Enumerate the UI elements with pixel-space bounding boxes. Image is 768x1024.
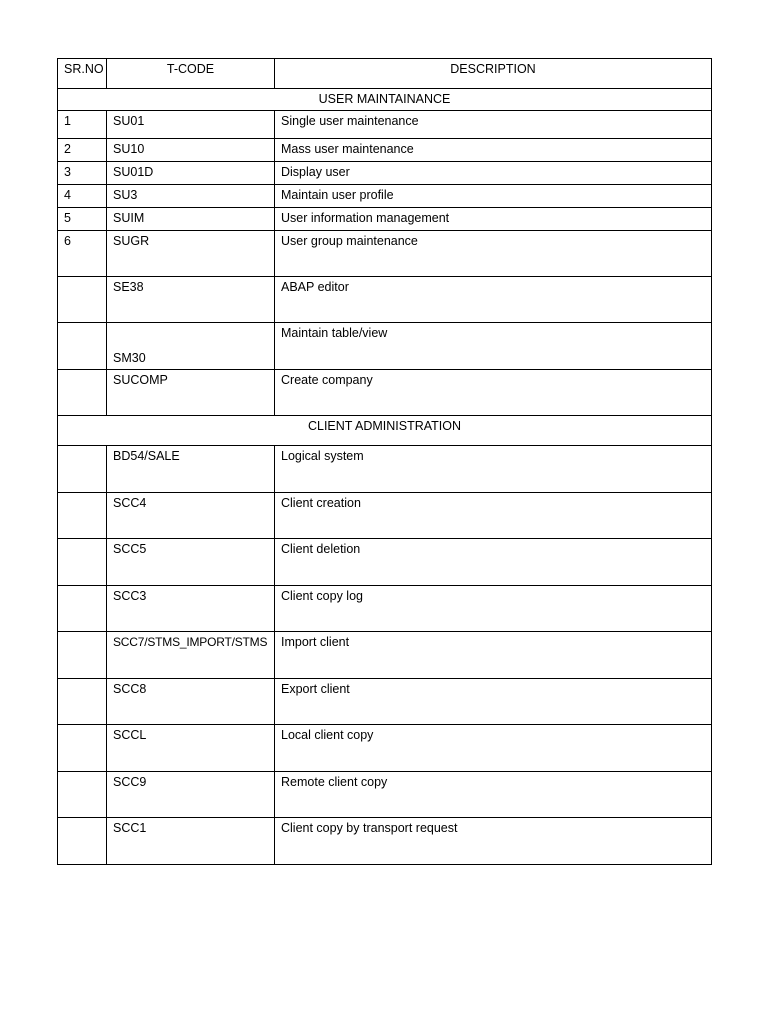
table-row — [58, 539, 712, 586]
sr-cell — [58, 632, 107, 679]
sr-cell: 5 — [58, 208, 107, 231]
header-description: DESCRIPTION — [275, 59, 712, 89]
description-cell: Mass user maintenance — [275, 139, 712, 162]
tcode-cell: SCC3 — [107, 586, 275, 632]
sr-cell — [58, 493, 107, 539]
tcode-cell: SCC9 — [107, 772, 275, 818]
tcode-cell: SM30 — [107, 323, 275, 370]
description-cell: Local client copy — [275, 725, 712, 772]
sr-cell — [58, 370, 107, 416]
sr-cell — [58, 586, 107, 632]
description-cell: Single user maintenance — [275, 111, 712, 139]
table-row — [58, 185, 712, 208]
tcode-cell: SUCOMP — [107, 370, 275, 416]
tcode-cell: BD54/SALE — [107, 446, 275, 493]
description-cell: Client copy log — [275, 586, 712, 632]
sr-cell: 6 — [58, 231, 107, 277]
tcode-cell: SE38 — [107, 277, 275, 323]
description-cell: Client creation — [275, 493, 712, 539]
table-row — [58, 493, 712, 539]
table-row — [58, 725, 712, 772]
table-row — [58, 679, 712, 725]
description-cell: Client copy by transport request — [275, 818, 712, 865]
header-sr-no: SR.NO — [58, 59, 107, 89]
sr-cell — [58, 277, 107, 323]
tcode-cell: SCC5 — [107, 539, 275, 586]
tcode-cell: SCCL — [107, 725, 275, 772]
description-cell: ABAP editor — [275, 277, 712, 323]
sr-cell — [58, 446, 107, 493]
sr-cell: 4 — [58, 185, 107, 208]
tcode-cell: SU10 — [107, 139, 275, 162]
description-cell: Create company — [275, 370, 712, 416]
tcode-cell: SCC7/STMS_IMPORT/STMS — [107, 632, 275, 679]
tcode-cell: SU3 — [107, 185, 275, 208]
section-title: CLIENT ADMINISTRATION — [58, 416, 712, 446]
tcode-cell: SUIM — [107, 208, 275, 231]
table-row — [58, 370, 712, 416]
description-cell: Logical system — [275, 446, 712, 493]
description-cell: Export client — [275, 679, 712, 725]
sr-cell — [58, 818, 107, 865]
table-row — [58, 162, 712, 185]
sr-cell — [58, 772, 107, 818]
section-row-user-maintainance — [58, 89, 712, 111]
sr-cell: 2 — [58, 139, 107, 162]
tcode-cell: SCC4 — [107, 493, 275, 539]
description-cell: User information management — [275, 208, 712, 231]
tcode-cell: SCC1 — [107, 818, 275, 865]
description-cell: User group maintenance — [275, 231, 712, 277]
section-title: USER MAINTAINANCE — [58, 89, 712, 111]
section-row-client-administration — [58, 416, 712, 446]
table-row — [58, 111, 712, 139]
description-cell: Client deletion — [275, 539, 712, 586]
sr-cell: 1 — [58, 111, 107, 139]
description-cell: Maintain table/view — [275, 323, 712, 370]
sr-cell — [58, 679, 107, 725]
header-t-code: T-CODE — [107, 59, 275, 89]
table-row — [58, 277, 712, 323]
description-cell: Remote client copy — [275, 772, 712, 818]
sr-cell — [58, 725, 107, 772]
tcode-table — [57, 58, 712, 865]
description-cell: Maintain user profile — [275, 185, 712, 208]
table-row — [58, 231, 712, 277]
header-row — [58, 59, 712, 89]
table-row — [58, 586, 712, 632]
tcode-cell: SUGR — [107, 231, 275, 277]
tcode-cell: SCC8 — [107, 679, 275, 725]
table-row — [58, 139, 712, 162]
sr-cell — [58, 539, 107, 586]
table-row — [58, 772, 712, 818]
description-cell: Import client — [275, 632, 712, 679]
description-cell: Display user — [275, 162, 712, 185]
table-row — [58, 632, 712, 679]
table-row — [58, 323, 712, 370]
table-row — [58, 818, 712, 865]
tcode-cell: SU01D — [107, 162, 275, 185]
sr-cell — [58, 323, 107, 370]
sr-cell: 3 — [58, 162, 107, 185]
table-row — [58, 446, 712, 493]
table-row — [58, 208, 712, 231]
tcode-cell: SU01 — [107, 111, 275, 139]
